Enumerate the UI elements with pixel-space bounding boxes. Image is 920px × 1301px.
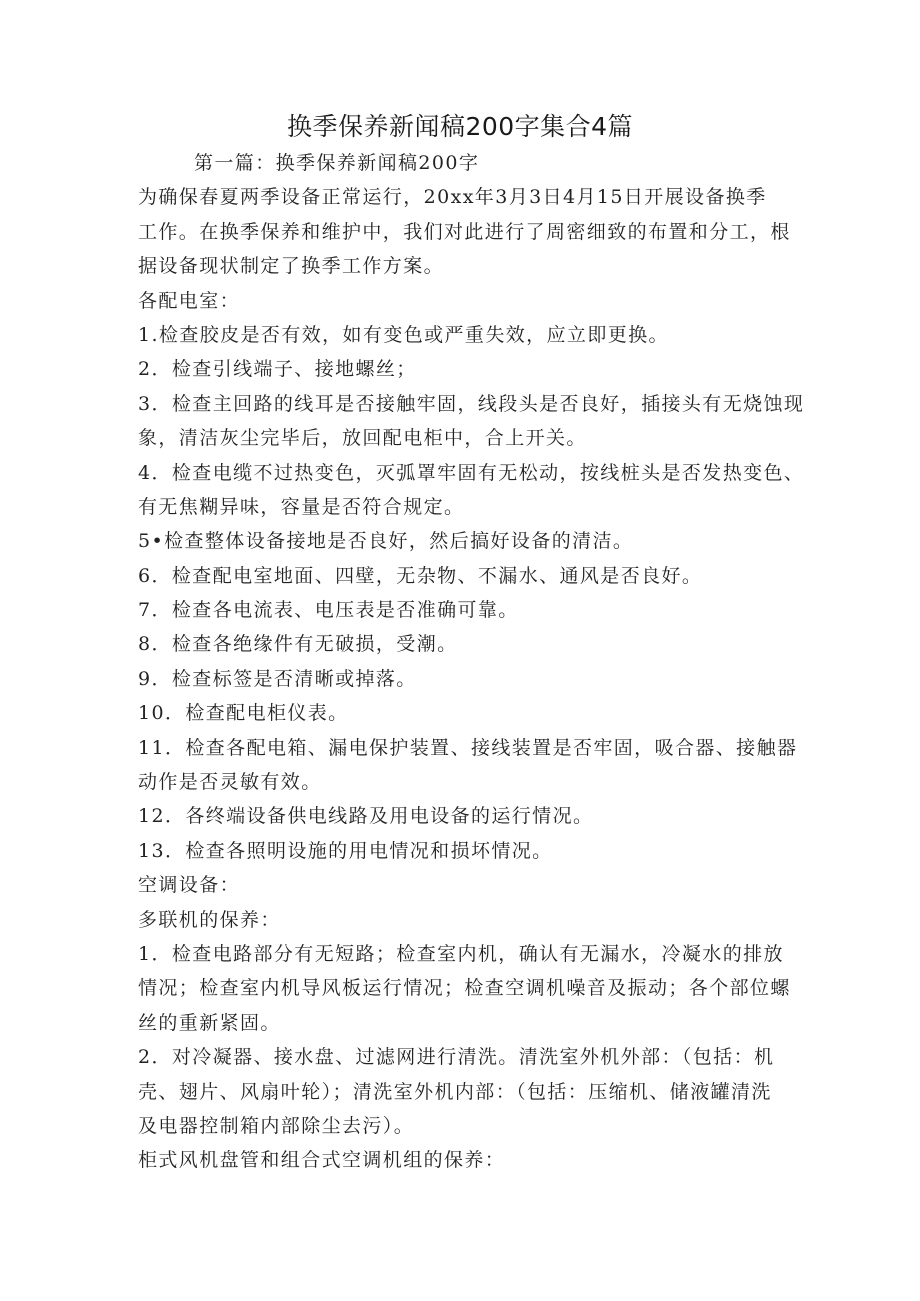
subheading: 多联机的保养：: [138, 908, 281, 931]
subheading: 空调设备：: [138, 874, 241, 897]
list-item: 7．检查各电流表、电压表是否准确可靠。: [138, 599, 519, 622]
list-item: 1.检查胶皮是否有效，如有变色或严重失效，应立即更换。: [138, 323, 669, 346]
list-item: 6．检查配电室地面、四壁，无杂物、不漏水、通风是否良好。: [138, 564, 703, 587]
paragraph-line: 工作。在换季保养和维护中，我们对此进行了周密细致的布置和分工，根: [138, 220, 791, 243]
list-item: 9．检查标签是否清晰或掉落。: [138, 667, 417, 690]
subheading: 各配电室：: [138, 289, 241, 312]
paragraph-line: 据设备现状制定了换季工作方案。: [138, 255, 445, 278]
paragraph-line: 为确保春夏两季设备正常运行，20xx年3月3日4月15日开展设备换季: [138, 186, 767, 209]
list-item: 12．各终端设备供电线路及用电设备的运行情况。: [138, 805, 594, 828]
list-item: 2．对冷凝器、接水盘、过滤网进行清洗。清洗室外机外部：（包括：机: [138, 1046, 775, 1069]
list-item: 13．检查各照明设施的用电情况和损坏情况。: [138, 839, 553, 862]
list-item-continuation: 动作是否灵敏有效。: [138, 771, 322, 794]
list-item-continuation: 有无焦糊异味，容量是否符合规定。: [138, 495, 465, 518]
list-item-continuation: 及电器控制箱内部除尘去污）。: [138, 1114, 415, 1137]
document-body: [138, 146, 803, 1178]
list-item: 8．检查各绝缘件有无破损，受潮。: [138, 633, 458, 656]
list-item-continuation: 壳、翅片、风扇叶轮）；清洗室外机内部：（包括：压缩机、储液罐清洗: [138, 1080, 772, 1103]
list-item: 2．检查引线端子、接地螺丝；: [138, 358, 417, 381]
document-title: 换季保养新闻稿200字集合4篇: [286, 112, 634, 141]
list-item: 11．检查各配电箱、漏电保护装置、接线装置是否牢固，吸合器、接触器: [138, 736, 798, 759]
list-item: 4．检查电缆不过热变色，灭弧罩牢固有无松动，按线桩头是否发热变色、: [138, 461, 805, 484]
list-item-continuation: 象，清洁灰尘完毕后，放回配电柜中，合上开关。: [138, 427, 587, 450]
list-item-continuation: 丝的重新紧固。: [138, 1011, 281, 1034]
list-item: 3．检查主回路的线耳是否接触牢固，线段头是否良好，插接头有无烧蚀现: [138, 392, 805, 415]
list-item: 10．检查配电柜仪表。: [138, 702, 349, 725]
section-heading: 第一篇：换季保养新闻稿200字: [194, 152, 480, 174]
list-item: 1．检查电路部分有无短路；检查室内机，确认有无漏水，冷凝水的排放: [138, 942, 784, 965]
list-item-continuation: 情况；检查室内机导风板运行情况；检查空调机噪音及振动；各个部位螺: [138, 977, 791, 1000]
subheading: 柜式风机盘管和组合式空调机组的保养：: [138, 1149, 506, 1172]
list-item: 5•检查整体设备接地是否良好，然后搞好设备的清洁。: [138, 530, 634, 553]
